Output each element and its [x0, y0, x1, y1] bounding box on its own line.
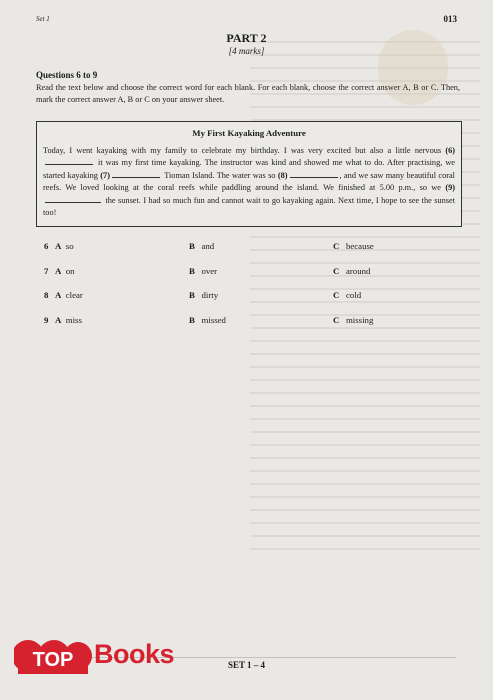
logo-top-badge: [14, 636, 92, 680]
option-text: around: [345, 266, 371, 276]
blank-line: [112, 170, 160, 178]
blank-line: [45, 157, 93, 165]
blank-label: (8): [277, 170, 288, 180]
option-a[interactable]: [55, 241, 74, 251]
option-c[interactable]: [333, 266, 370, 276]
option-b[interactable]: [189, 315, 226, 325]
option-c[interactable]: [333, 315, 373, 325]
option-c[interactable]: [333, 290, 361, 300]
option-text: because: [345, 241, 374, 251]
question-number: 8: [44, 290, 49, 300]
question-number: 9: [44, 315, 49, 325]
passage-segment: it was my first time kayaking. The instructor was kind and showed me what to do. After practising, we started kayaking: [43, 158, 455, 180]
option-row: [36, 241, 460, 255]
page-code: 013: [443, 14, 457, 24]
option-text: missed: [201, 315, 226, 325]
option-letter: C: [333, 241, 340, 251]
option-text: miss: [65, 315, 82, 325]
option-b[interactable]: [189, 241, 214, 251]
blank-label: (6): [445, 146, 455, 155]
blank-line: [45, 195, 101, 203]
option-text: clear: [65, 290, 83, 300]
option-c[interactable]: [333, 241, 374, 251]
part-marks: [4 marks]: [228, 46, 265, 56]
part-title: PART 2: [226, 31, 267, 45]
question-number: 7: [44, 266, 49, 276]
blank-label: (7): [100, 170, 110, 180]
option-row: [36, 266, 460, 280]
passage-title: My First Kayaking Adventure: [192, 128, 306, 138]
option-letter: B: [189, 290, 195, 300]
question-number: 6: [44, 241, 49, 251]
option-letter: B: [189, 315, 195, 325]
option-text: on: [65, 266, 75, 276]
option-a[interactable]: [55, 315, 82, 325]
option-a[interactable]: [55, 266, 75, 276]
passage-segment: Today, I went kayaking with my family to celebrate my birthday. I was very excited but also a little nervous: [43, 146, 446, 155]
bleed-through-lines: [250, 30, 480, 630]
option-row: [36, 315, 460, 329]
logo-word: Books: [94, 639, 175, 669]
set-label: Set 1: [36, 15, 50, 23]
topbooks-logo: [14, 632, 189, 684]
option-text: missing: [345, 315, 374, 325]
option-letter: A: [55, 266, 62, 276]
instructions: Read the text below and choose the correct word for each blank. For each blank, choose the correct answer A, B or C. Then, mark the correct answer A, B or C on your answer sheet.: [36, 83, 460, 104]
option-row: [36, 290, 460, 304]
option-text: dirty: [201, 290, 219, 300]
passage-segment: Tioman Island. The water was so: [161, 170, 278, 180]
option-letter: A: [55, 241, 62, 251]
option-a[interactable]: [55, 290, 83, 300]
passage-segment: , and we saw many beautiful coral reefs. We loved looking at the coral reefs while paddling around the island. We finished at 5.00 p.m., so we: [43, 170, 455, 193]
option-b[interactable]: [189, 290, 218, 300]
passage-segment: the sunset. I had so much fun and cannot wait to go kayaking again. Next time, I hope to see the sunset too!: [43, 195, 455, 218]
passage-text: [43, 145, 455, 219]
blank-line: [290, 170, 338, 178]
questions-heading: Questions 6 to 9: [36, 70, 98, 80]
option-letter: B: [189, 266, 195, 276]
option-letter: C: [333, 266, 340, 276]
option-letter: B: [189, 241, 195, 251]
footer-page-label: SET 1 – 4: [227, 660, 266, 670]
option-text: over: [201, 266, 218, 276]
option-text: and: [201, 241, 215, 251]
option-letter: C: [333, 290, 340, 300]
blank-label: (9): [445, 183, 455, 193]
option-text: cold: [345, 290, 362, 300]
option-letter: C: [333, 315, 340, 325]
option-letter: A: [55, 315, 62, 325]
option-text: so: [65, 241, 74, 251]
option-b[interactable]: [189, 266, 217, 276]
option-letter: A: [55, 290, 62, 300]
passage-box: [36, 121, 462, 227]
logo-top-text: TOP: [32, 649, 74, 671]
